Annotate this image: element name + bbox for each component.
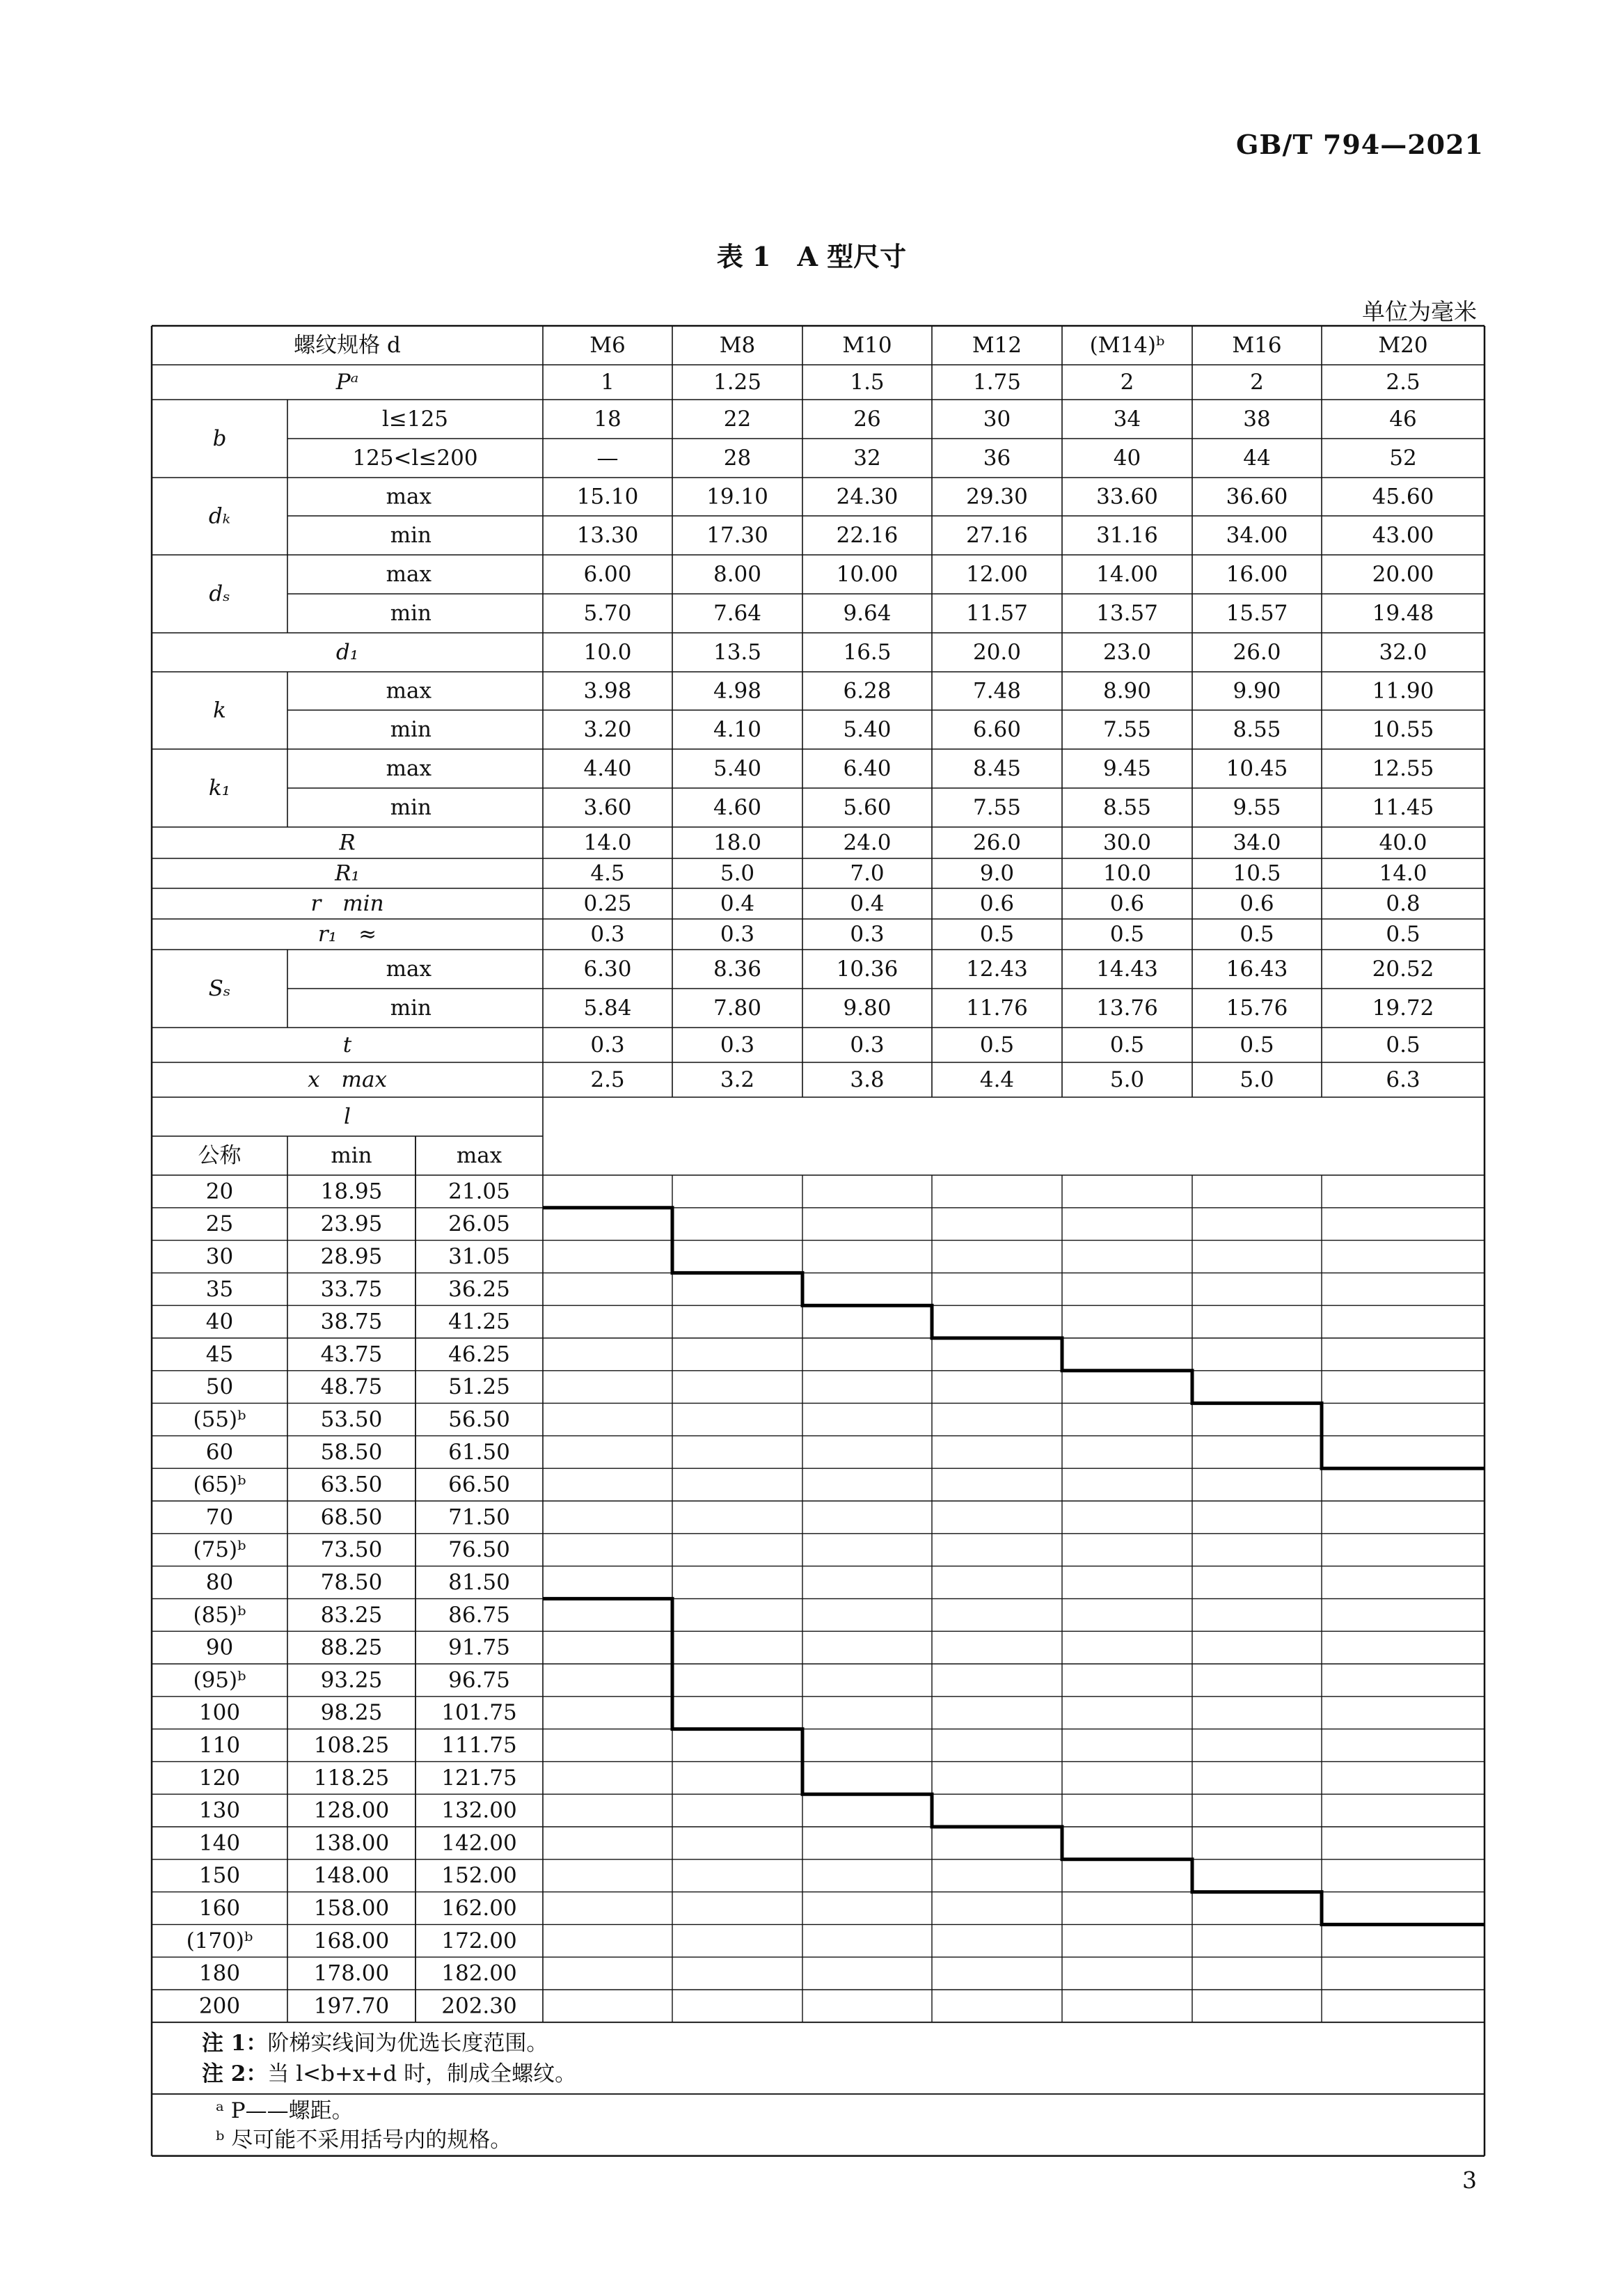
value-cell: 24.0 bbox=[843, 830, 892, 856]
value-cell: 0.3 bbox=[590, 922, 625, 947]
value-cell: 9.0 bbox=[979, 860, 1015, 886]
value-cell: 32.0 bbox=[1379, 640, 1427, 665]
length-min: 78.50 bbox=[320, 1570, 383, 1595]
value-cell: 9.80 bbox=[843, 996, 892, 1021]
value-cell: 0.5 bbox=[979, 1032, 1015, 1057]
value-cell: 2 bbox=[1250, 370, 1264, 395]
value-cell: 16.00 bbox=[1226, 562, 1288, 587]
value-cell: 3.8 bbox=[850, 1067, 885, 1092]
value-cell: 19.48 bbox=[1372, 601, 1434, 626]
value-cell: 1.5 bbox=[850, 370, 885, 395]
value-cell: 11.45 bbox=[1372, 795, 1434, 820]
value-cell: 14.00 bbox=[1096, 562, 1158, 587]
value-cell: 19.72 bbox=[1372, 996, 1434, 1021]
length-min: 58.50 bbox=[320, 1439, 383, 1465]
param-sub-label: 125<l≤200 bbox=[352, 446, 478, 471]
length-max: 96.75 bbox=[448, 1667, 510, 1693]
param-sub-label: max bbox=[386, 678, 432, 704]
spec-cell: M16 bbox=[1232, 333, 1282, 358]
value-cell: 12.00 bbox=[966, 562, 1028, 587]
length-nominal: 180 bbox=[198, 1960, 241, 1986]
length-min: 63.50 bbox=[320, 1472, 383, 1497]
value-cell: 17.30 bbox=[706, 523, 768, 548]
value-cell: 26 bbox=[853, 407, 881, 432]
param-sub-label: min bbox=[390, 717, 432, 742]
length-nominal: 140 bbox=[198, 1830, 241, 1856]
length-min: 33.75 bbox=[320, 1276, 383, 1302]
value-cell: 6.00 bbox=[583, 562, 632, 587]
value-cell: 20.00 bbox=[1372, 562, 1434, 587]
value-cell: 28 bbox=[723, 446, 752, 471]
spec-cell: M20 bbox=[1378, 333, 1428, 358]
length-header: l bbox=[344, 1104, 351, 1129]
length-nominal: 45 bbox=[205, 1342, 234, 1367]
value-cell: 10.00 bbox=[836, 562, 898, 587]
value-cell: 13.57 bbox=[1096, 601, 1158, 626]
param-sub-label: max bbox=[386, 562, 432, 587]
length-max: 36.25 bbox=[448, 1276, 510, 1302]
value-cell: 0.3 bbox=[590, 1032, 625, 1057]
value-cell: 3.60 bbox=[583, 795, 632, 820]
value-cell: 33.60 bbox=[1096, 484, 1158, 510]
length-min: 93.25 bbox=[320, 1667, 383, 1693]
value-cell: 10.0 bbox=[583, 640, 632, 665]
length-nominal: (55)ᵇ bbox=[193, 1407, 246, 1432]
length-max: 132.00 bbox=[441, 1798, 517, 1823]
length-min: 148.00 bbox=[313, 1863, 390, 1889]
note-line: 注 1：阶梯实线间为优选长度范围。 bbox=[202, 2030, 548, 2056]
footnote-line: ᵃ P——螺距。 bbox=[216, 2098, 354, 2123]
param-label: R bbox=[339, 830, 356, 856]
length-nominal: 110 bbox=[198, 1733, 241, 1758]
length-nominal: (85)ᵇ bbox=[193, 1602, 246, 1628]
length-nominal: 200 bbox=[198, 1993, 241, 2019]
value-cell: 38 bbox=[1243, 407, 1271, 432]
value-cell: 5.40 bbox=[713, 756, 762, 781]
param-sub-label: min bbox=[390, 795, 432, 820]
value-cell: 7.55 bbox=[1102, 717, 1152, 742]
value-cell: 0.5 bbox=[1109, 922, 1145, 947]
value-cell: 0.5 bbox=[1240, 1032, 1274, 1057]
value-cell: 46 bbox=[1389, 407, 1417, 432]
spec-cell: (M14)ᵇ bbox=[1089, 333, 1165, 358]
length-min: 38.75 bbox=[320, 1309, 383, 1335]
length-min: 18.95 bbox=[320, 1179, 383, 1204]
value-cell: 34.00 bbox=[1226, 523, 1288, 548]
param-sub-label: l≤125 bbox=[381, 407, 449, 432]
length-max: 51.25 bbox=[448, 1374, 510, 1400]
param-label: k₁ bbox=[208, 776, 231, 801]
value-cell: 9.64 bbox=[843, 601, 892, 626]
value-cell: 8.36 bbox=[713, 957, 762, 982]
value-cell: 7.0 bbox=[850, 860, 885, 886]
value-cell: 26.0 bbox=[1233, 640, 1281, 665]
length-max: 202.30 bbox=[441, 1993, 517, 2019]
length-max: 31.05 bbox=[448, 1244, 510, 1269]
unit-note: 单位为毫米 bbox=[1362, 298, 1477, 325]
value-cell: 18 bbox=[594, 407, 622, 432]
length-min: 23.95 bbox=[320, 1211, 383, 1237]
value-cell: 3.98 bbox=[583, 678, 632, 704]
value-cell: 0.5 bbox=[1386, 1032, 1420, 1057]
param-label: r min bbox=[310, 891, 384, 916]
value-cell: 36 bbox=[983, 446, 1011, 471]
length-max: 81.50 bbox=[448, 1570, 510, 1595]
value-cell: 14.0 bbox=[583, 830, 632, 856]
length-nominal: 35 bbox=[205, 1276, 234, 1302]
value-cell: 7.64 bbox=[713, 601, 762, 626]
param-label: Pᵃ bbox=[335, 370, 359, 395]
length-min: 43.75 bbox=[320, 1342, 383, 1367]
length-nominal: (75)ᵇ bbox=[193, 1537, 246, 1563]
value-cell: 0.6 bbox=[1240, 891, 1274, 916]
value-cell: 8.55 bbox=[1102, 795, 1152, 820]
value-cell: 29.30 bbox=[966, 484, 1028, 510]
param-label: d₁ bbox=[335, 640, 359, 665]
length-min: 28.95 bbox=[320, 1244, 383, 1269]
param-label: R₁ bbox=[335, 860, 360, 886]
value-cell: 1.75 bbox=[972, 370, 1022, 395]
value-cell: 4.4 bbox=[979, 1067, 1015, 1092]
value-cell: 0.6 bbox=[1109, 891, 1145, 916]
value-cell: 6.30 bbox=[583, 957, 632, 982]
value-cell: 5.84 bbox=[583, 996, 632, 1021]
length-nominal: 60 bbox=[205, 1439, 234, 1465]
value-cell: 13.30 bbox=[576, 523, 639, 548]
param-label: r₁ ≈ bbox=[317, 922, 377, 947]
value-cell: 9.90 bbox=[1233, 678, 1281, 704]
length-max: 152.00 bbox=[441, 1863, 517, 1889]
value-cell: 18.0 bbox=[713, 830, 762, 856]
value-cell: 0.25 bbox=[583, 891, 632, 916]
value-cell: 11.57 bbox=[966, 601, 1028, 626]
value-cell: 27.16 bbox=[966, 523, 1028, 548]
length-min: 108.25 bbox=[313, 1733, 390, 1758]
length-max: 66.50 bbox=[448, 1472, 510, 1497]
value-cell: 6.28 bbox=[843, 678, 892, 704]
param-label: dₛ bbox=[209, 581, 230, 606]
value-cell: 0.3 bbox=[720, 1032, 755, 1057]
length-min: 118.25 bbox=[313, 1765, 390, 1791]
value-cell: 10.0 bbox=[1102, 860, 1152, 886]
value-cell: 52 bbox=[1389, 446, 1417, 471]
value-cell: — bbox=[596, 446, 619, 471]
value-cell: 26.0 bbox=[972, 830, 1022, 856]
value-cell: 4.60 bbox=[713, 795, 762, 820]
param-label: Sₛ bbox=[208, 976, 231, 1001]
value-cell: 5.70 bbox=[583, 601, 632, 626]
value-cell: 30.0 bbox=[1102, 830, 1152, 856]
value-cell: 43.00 bbox=[1372, 523, 1434, 548]
length-max: 162.00 bbox=[441, 1896, 517, 1921]
value-cell: 16.5 bbox=[843, 640, 892, 665]
standard-code: GB/T 794—2021 bbox=[1235, 129, 1484, 160]
value-cell: 31.16 bbox=[1096, 523, 1158, 548]
value-cell: 13.76 bbox=[1096, 996, 1158, 1021]
length-nominal: 100 bbox=[198, 1700, 241, 1726]
value-cell: 8.45 bbox=[972, 756, 1022, 781]
param-label: dₖ bbox=[208, 503, 231, 529]
spec-cell: M12 bbox=[972, 333, 1022, 358]
value-cell: 0.3 bbox=[720, 922, 755, 947]
length-nominal: (95)ᵇ bbox=[193, 1667, 246, 1693]
length-max: 21.05 bbox=[448, 1179, 510, 1204]
value-cell: 2 bbox=[1120, 370, 1134, 395]
value-cell: 16.43 bbox=[1226, 957, 1288, 982]
value-cell: 15.10 bbox=[576, 484, 639, 510]
value-cell: 8.00 bbox=[713, 562, 762, 587]
length-max: 172.00 bbox=[441, 1928, 517, 1953]
value-cell: 1 bbox=[601, 370, 615, 395]
length-max: 111.75 bbox=[441, 1733, 517, 1758]
value-cell: 34.0 bbox=[1233, 830, 1281, 856]
value-cell: 8.55 bbox=[1233, 717, 1281, 742]
length-max: 41.25 bbox=[448, 1309, 510, 1335]
value-cell: 6.3 bbox=[1386, 1067, 1420, 1092]
value-cell: 22 bbox=[723, 407, 752, 432]
value-cell: 9.45 bbox=[1102, 756, 1152, 781]
value-cell: 0.5 bbox=[979, 922, 1015, 947]
value-cell: 10.45 bbox=[1226, 756, 1288, 781]
value-cell: 13.5 bbox=[713, 640, 762, 665]
length-max: 76.50 bbox=[448, 1537, 510, 1563]
value-cell: 20.0 bbox=[972, 640, 1022, 665]
length-min: 138.00 bbox=[313, 1830, 390, 1856]
param-sub-label: max bbox=[386, 756, 432, 781]
length-min: 178.00 bbox=[313, 1960, 390, 1986]
param-label: b bbox=[212, 426, 227, 451]
length-nominal: 20 bbox=[205, 1179, 234, 1204]
value-cell: 36.60 bbox=[1226, 484, 1288, 510]
value-cell: 0.8 bbox=[1386, 891, 1420, 916]
footnote-line: ᵇ 尽可能不采用括号内的规格。 bbox=[216, 2127, 512, 2153]
length-min: 83.25 bbox=[320, 1602, 383, 1628]
length-nominal: 150 bbox=[198, 1863, 241, 1889]
length-nominal: 130 bbox=[198, 1798, 241, 1823]
table-title: 表 1 A 型尺寸 bbox=[716, 241, 907, 272]
value-cell: 7.55 bbox=[972, 795, 1022, 820]
page-number: 3 bbox=[1462, 2167, 1477, 2194]
length-nominal: 120 bbox=[198, 1765, 241, 1791]
value-cell: 1.25 bbox=[713, 370, 762, 395]
value-cell: 0.4 bbox=[850, 891, 885, 916]
value-cell: 2.5 bbox=[1386, 370, 1420, 395]
value-cell: 34 bbox=[1113, 407, 1141, 432]
length-nominal: (65)ᵇ bbox=[193, 1472, 246, 1497]
length-max: 46.25 bbox=[448, 1342, 510, 1367]
length-nominal: 40 bbox=[205, 1309, 234, 1335]
value-cell: 12.55 bbox=[1372, 756, 1434, 781]
length-nominal: 50 bbox=[205, 1374, 234, 1400]
param-sub-label: min bbox=[390, 601, 432, 626]
length-max: 26.05 bbox=[448, 1211, 510, 1237]
value-cell: 40.0 bbox=[1379, 830, 1427, 856]
value-cell: 5.40 bbox=[843, 717, 892, 742]
length-min: 128.00 bbox=[313, 1798, 390, 1823]
length-nominal: 80 bbox=[205, 1570, 234, 1595]
length-max: 91.75 bbox=[448, 1635, 510, 1660]
value-cell: 10.55 bbox=[1372, 717, 1434, 742]
value-cell: 8.90 bbox=[1102, 678, 1152, 704]
value-cell: 32 bbox=[853, 446, 881, 471]
length-min: 68.50 bbox=[320, 1504, 383, 1530]
value-cell: 5.0 bbox=[720, 860, 755, 886]
param-label: t bbox=[342, 1032, 352, 1057]
value-cell: 4.10 bbox=[713, 717, 762, 742]
length-subheader: max bbox=[456, 1143, 502, 1168]
param-label: k bbox=[213, 698, 226, 723]
value-cell: 10.5 bbox=[1233, 860, 1281, 886]
value-cell: 10.36 bbox=[836, 957, 898, 982]
length-max: 71.50 bbox=[448, 1504, 510, 1530]
value-cell: 15.76 bbox=[1226, 996, 1288, 1021]
value-cell: 0.3 bbox=[850, 1032, 885, 1057]
length-min: 48.75 bbox=[320, 1374, 383, 1400]
value-cell: 12.43 bbox=[966, 957, 1028, 982]
note-line: 注 2：当 l<b+x+d 时，制成全螺纹。 bbox=[202, 2061, 577, 2086]
value-cell: 30 bbox=[983, 407, 1011, 432]
length-min: 158.00 bbox=[313, 1896, 390, 1921]
length-max: 56.50 bbox=[448, 1407, 510, 1432]
spec-cell: M10 bbox=[842, 333, 892, 358]
value-cell: 4.98 bbox=[713, 678, 762, 704]
spec-header: 螺纹规格 d bbox=[294, 333, 401, 358]
param-sub-label: max bbox=[386, 957, 432, 982]
value-cell: 5.60 bbox=[843, 795, 892, 820]
length-max: 101.75 bbox=[441, 1700, 517, 1726]
length-nominal: 30 bbox=[205, 1244, 234, 1269]
length-nominal: 90 bbox=[205, 1635, 234, 1660]
value-cell: 5.0 bbox=[1240, 1067, 1274, 1092]
value-cell: 4.5 bbox=[590, 860, 625, 886]
value-cell: 0.4 bbox=[720, 891, 755, 916]
value-cell: 0.5 bbox=[1109, 1032, 1145, 1057]
value-cell: 45.60 bbox=[1372, 484, 1434, 510]
param-sub-label: max bbox=[386, 484, 432, 510]
value-cell: 0.6 bbox=[979, 891, 1015, 916]
value-cell: 15.57 bbox=[1226, 601, 1288, 626]
value-cell: 6.60 bbox=[972, 717, 1022, 742]
length-max: 182.00 bbox=[441, 1960, 517, 1986]
length-max: 121.75 bbox=[441, 1765, 517, 1791]
length-nominal: 25 bbox=[205, 1211, 234, 1237]
length-subheader: 公称 bbox=[198, 1143, 242, 1168]
length-min: 197.70 bbox=[313, 1993, 390, 2019]
value-cell: 14.0 bbox=[1379, 860, 1427, 886]
value-cell: 11.76 bbox=[966, 996, 1028, 1021]
value-cell: 20.52 bbox=[1372, 957, 1434, 982]
length-max: 61.50 bbox=[448, 1439, 510, 1465]
length-nominal: (170)ᵇ bbox=[186, 1928, 253, 1953]
length-min: 98.25 bbox=[320, 1700, 383, 1726]
value-cell: 40 bbox=[1113, 446, 1141, 471]
value-cell: 23.0 bbox=[1102, 640, 1152, 665]
length-nominal: 70 bbox=[205, 1504, 234, 1530]
value-cell: 0.5 bbox=[1386, 922, 1420, 947]
spec-cell: M6 bbox=[589, 333, 626, 358]
value-cell: 14.43 bbox=[1096, 957, 1158, 982]
length-subheader: min bbox=[331, 1143, 372, 1168]
value-cell: 5.0 bbox=[1109, 1067, 1145, 1092]
length-min: 168.00 bbox=[313, 1928, 390, 1953]
spec-cell: M8 bbox=[719, 333, 756, 358]
value-cell: 3.20 bbox=[583, 717, 632, 742]
value-cell: 44 bbox=[1243, 446, 1271, 471]
value-cell: 7.80 bbox=[713, 996, 762, 1021]
length-nominal: 160 bbox=[198, 1896, 241, 1921]
value-cell: 24.30 bbox=[836, 484, 898, 510]
value-cell: 4.40 bbox=[583, 756, 632, 781]
value-cell: 0.3 bbox=[850, 922, 885, 947]
length-min: 53.50 bbox=[320, 1407, 383, 1432]
value-cell: 2.5 bbox=[590, 1067, 625, 1092]
length-min: 88.25 bbox=[320, 1635, 383, 1660]
value-cell: 11.90 bbox=[1372, 678, 1434, 704]
value-cell: 9.55 bbox=[1233, 795, 1281, 820]
length-max: 142.00 bbox=[441, 1830, 517, 1856]
value-cell: 6.40 bbox=[843, 756, 892, 781]
length-min: 73.50 bbox=[320, 1537, 383, 1563]
value-cell: 0.5 bbox=[1240, 922, 1274, 947]
param-label: x max bbox=[308, 1067, 387, 1092]
value-cell: 19.10 bbox=[706, 484, 768, 510]
param-sub-label: min bbox=[390, 523, 432, 548]
value-cell: 22.16 bbox=[836, 523, 898, 548]
value-cell: 3.2 bbox=[720, 1067, 755, 1092]
value-cell: 7.48 bbox=[972, 678, 1022, 704]
param-sub-label: min bbox=[390, 996, 432, 1021]
length-max: 86.75 bbox=[448, 1602, 510, 1628]
